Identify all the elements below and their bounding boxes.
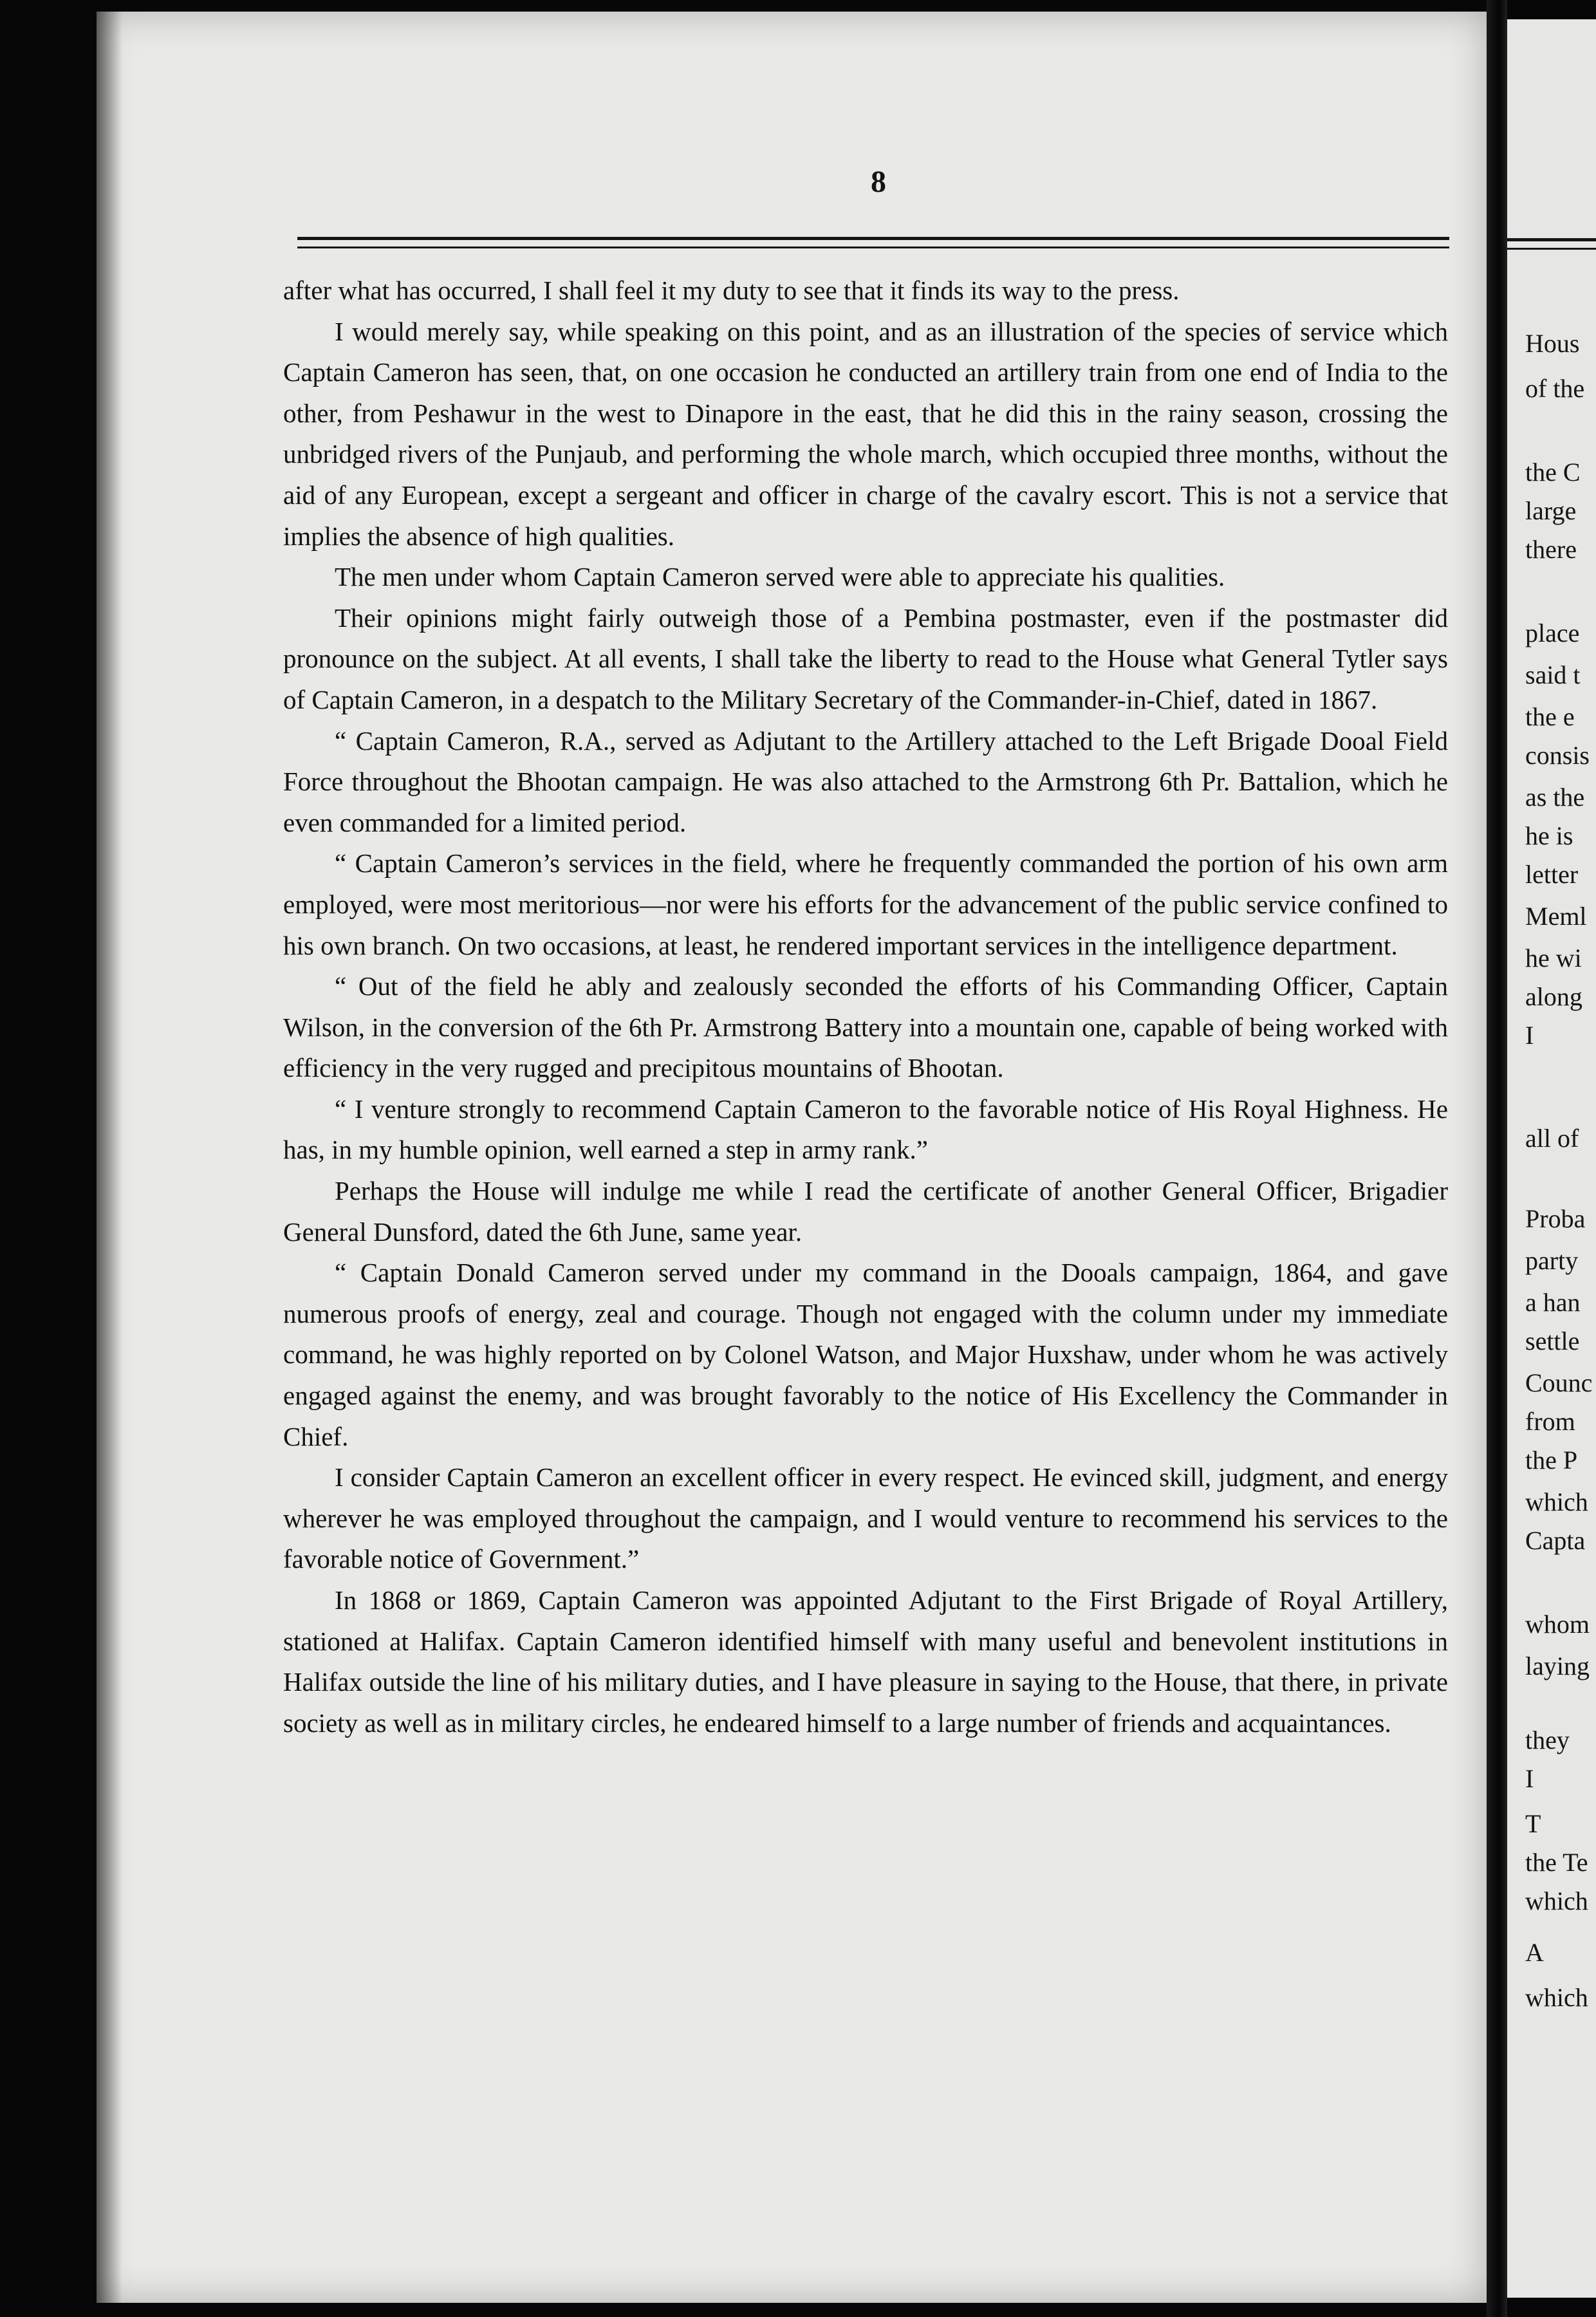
adjacent-page-fragment: A: [1525, 1938, 1544, 1967]
paragraph: “ I venture strongly to recommend Captain Cameron to the favorable notice of His Royal Highness. He has, in my humble opinion, well earned a step in army rank.”: [283, 1093, 1448, 1165]
adjacent-page-fragment: Counc: [1525, 1368, 1593, 1397]
adjacent-page: [1507, 19, 1596, 2298]
adjacent-page-fragment: said t: [1525, 660, 1581, 689]
adjacent-page-fragment: which: [1525, 1487, 1588, 1516]
adjacent-page-fragment: from: [1525, 1407, 1575, 1436]
adjacent-page-fragment: the Te: [1525, 1848, 1588, 1877]
paragraph: In 1868 or 1869, Captain Cameron was appointed Adjutant to the First Brigade of Royal Artillery, stationed at Halifax. Captain Cameron identified himself with many useful and benevolent institutions in Halifax outside the line of his military duties, and I have pleasure in saying to the House, that there, in private society as well as in military circles, he endeared himself to a large number of friends and acquaintances.: [283, 1585, 1448, 1738]
paragraph: I consider Captain Cameron an excellent officer in every respect. He evinced skill, judgment, and energy wherever he was employed throughout the campaign, and I would venture to recommend his services to the favorable notice of Government.”: [283, 1462, 1448, 1574]
adjacent-page-fragment: Hous: [1525, 329, 1580, 358]
adjacent-page-fragment: settle: [1525, 1326, 1580, 1355]
adjacent-page-fragment: whom: [1525, 1610, 1590, 1639]
adjacent-page-fragment: place: [1525, 619, 1580, 647]
adjacent-page-fragment: a han: [1525, 1288, 1581, 1317]
page-number: 8: [871, 165, 886, 199]
adjacent-page-fragment: he wi: [1525, 944, 1582, 972]
adjacent-page-fragment: Capta: [1525, 1526, 1586, 1555]
paragraph: Perhaps the House will indulge me while I read the certificate of another General Officer, Brigadier General Dunsford, dated the 6th June, same year.: [283, 1176, 1448, 1247]
paragraph: “ Captain Cameron’s services in the field, where he frequently commanded the portion of his own arm employed, were most meritorious—nor were his efforts for the advancement of the public service confined to his own branch. On two occasions, at least, he rendered important services in the intelligence department.: [283, 848, 1448, 960]
paragraph: The men under whom Captain Cameron served were able to appreciate his qualities.: [335, 562, 1225, 592]
paragraph: after what has occurred, I shall feel it my duty to see that it finds its way to the press.: [283, 275, 1180, 305]
paragraph: I would merely say, while speaking on this point, and as an illustration of the species of service which Captain Cameron has seen, that, on one occasion he conducted an artillery train from one end of India to the other, from Peshawur in the west to Dinapore in the east, that he did this in the rainy season, crossing the unbridged rivers of the Punjaub, and performing the whole march, which occupied three months, without the aid of any European, except a sergeant and officer in charge of the cavalry escort. This is not a service that implies the absence of high qualities.: [283, 316, 1448, 551]
adjacent-page-fragment: Meml: [1525, 902, 1587, 931]
adjacent-page-fragment: letter: [1525, 860, 1579, 889]
adjacent-page-fragment: I: [1525, 1021, 1534, 1050]
adjacent-header-rule-thin: [1507, 248, 1596, 250]
adjacent-page-fragment: all of: [1525, 1124, 1579, 1153]
adjacent-page-fragment: which: [1525, 1886, 1588, 1915]
adjacent-page-fragment: large: [1525, 496, 1577, 525]
adjacent-page-fragment: the P: [1525, 1446, 1578, 1475]
adjacent-page-fragment: laying: [1525, 1652, 1590, 1680]
header-rule: [297, 237, 1449, 240]
adjacent-page-fragment: consis: [1525, 741, 1590, 770]
adjacent-page-fragment: I: [1525, 1764, 1534, 1793]
body-text: [283, 270, 1448, 1744]
adjacent-page-fragment: there: [1525, 535, 1577, 564]
page-edge-shadow: [97, 12, 122, 2303]
header-rule-thin: [297, 247, 1449, 248]
paragraph: “ Captain Donald Cameron served under my command in the Dooals campaign, 1864, and gave numerous proofs of energy, zeal and courage. Though not engaged with the column under my immediate command, he was highly reported on by Colonel Watson, and Major Huxshaw, under whom he was actively engaged against the enemy, and was brought favorably to the notice of His Excellency the Commander in Chief.: [283, 1258, 1448, 1451]
adjacent-header-rule: [1507, 238, 1596, 241]
adjacent-page-fragment: which: [1525, 1983, 1588, 2012]
book-gutter: [1487, 0, 1507, 2317]
adjacent-page-fragment: T: [1525, 1809, 1541, 1838]
paragraph: Their opinions might fairly outweigh those of a Pembina postmaster, even if the postmaster did pronounce on the subject. At all events, I shall take the liberty to read to the House what General Tytler says of Captain Cameron, in a despatch to the Military Secretary of the Commander-in-Chief, dated in 1867.: [283, 602, 1448, 714]
paragraph: “ Out of the field he ably and zealously seconded the efforts of his Commanding Officer, Captain Wilson, in the conversion of the 6th Pr. Armstrong Battery into a mountain one, capable of being worked with efficiency in the very rugged and precipitous mountains of Bhootan.: [283, 971, 1448, 1083]
adjacent-page-fragment: along: [1525, 982, 1582, 1011]
adjacent-page-fragment: Proba: [1525, 1204, 1586, 1233]
paragraph: “ Captain Cameron, R.A., served as Adjutant to the Artillery attached to the Left Brigade Dooal Field Force throughout the Bhootan campaign. He was also attached to the Armstrong 6th Pr. Battalion, which he even commanded for a limited period.: [283, 725, 1448, 837]
adjacent-page-fragment: the e: [1525, 702, 1575, 731]
adjacent-page-fragment: party: [1525, 1246, 1579, 1275]
adjacent-page-fragment: they: [1525, 1726, 1570, 1754]
adjacent-page-fragment: of the: [1525, 374, 1585, 403]
adjacent-page-fragment: as the: [1525, 783, 1585, 812]
adjacent-page-fragment: he is: [1525, 821, 1573, 850]
adjacent-page-fragment: the C: [1525, 458, 1581, 487]
